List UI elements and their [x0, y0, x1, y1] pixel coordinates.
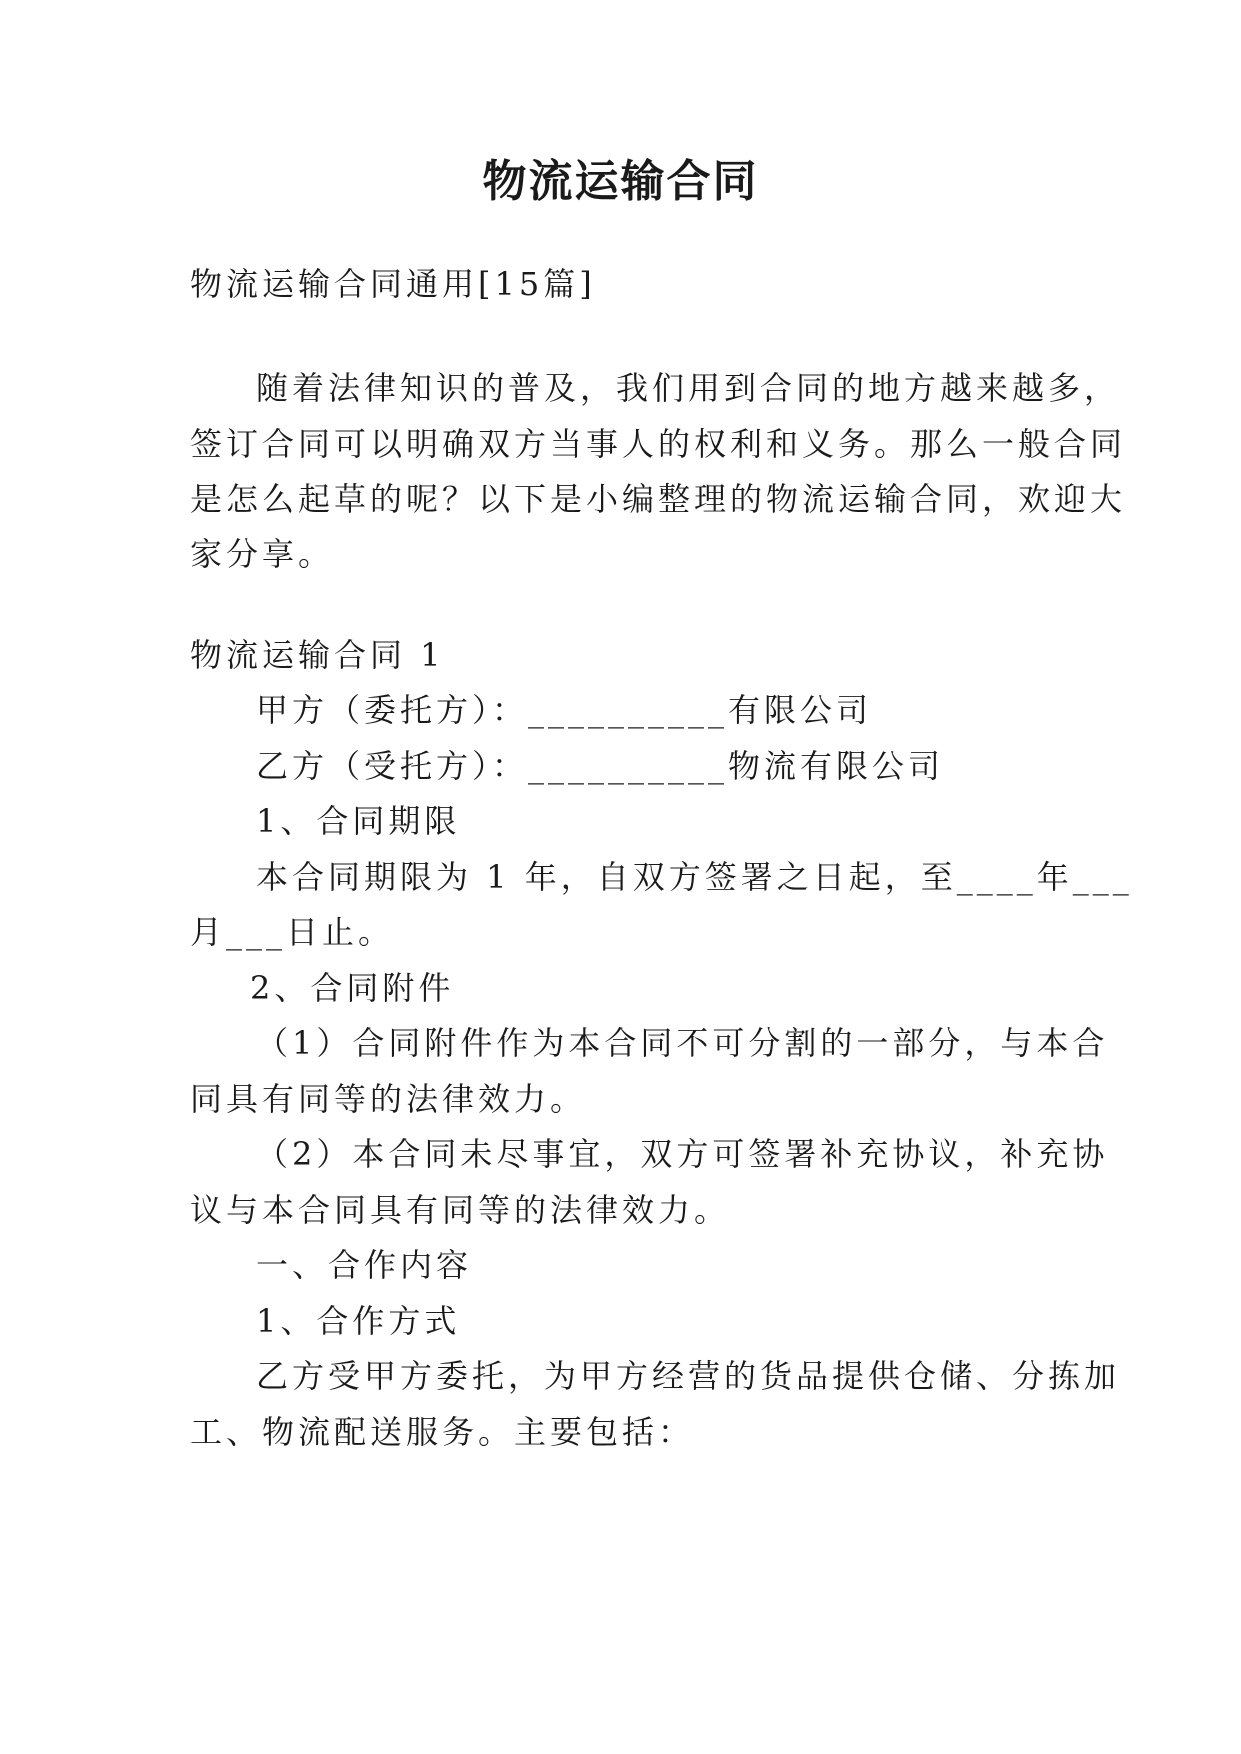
clause1-text-line-2: 月___日止。: [190, 913, 395, 951]
clause2-item1-line-1: （1）合同附件作为本合同不可分割的一部分，与本合: [256, 1024, 1109, 1062]
intro-line-3: 是怎么起草的呢？以下是小编整理的物流运输合同，欢迎大: [190, 480, 1127, 518]
intro-line-4: 家分享。: [190, 535, 335, 573]
clause1-heading: 1、合同期限: [256, 802, 461, 840]
document-title: 物流运输合同: [482, 156, 759, 207]
part1-text-line-1: 乙方受甲方委托，为甲方经营的货品提供仓储、分拣加: [256, 1357, 1121, 1395]
intro-line-1: 随着法律知识的普及，我们用到合同的地方越来越多，: [256, 369, 1121, 407]
intro-line-2: 签订合同可以明确双方当事人的权利和义务。那么一般合同: [190, 425, 1127, 463]
section-heading: 物流运输合同 1: [190, 636, 445, 674]
part1-heading: 一、合作内容: [256, 1246, 473, 1284]
clause2-heading: 2、合同附件: [250, 969, 455, 1007]
part1-text-line-2: 工、物流配送服务。主要包括：: [190, 1413, 695, 1451]
clause2-item1-line-2: 同具有同等的法律效力。: [190, 1080, 587, 1118]
party-b: 乙方（受托方）：__________物流有限公司: [256, 747, 945, 785]
clause2-item2-line-2: 议与本合同具有同等的法律效力。: [190, 1191, 731, 1229]
part1-sub-heading: 1、合作方式: [256, 1302, 461, 1340]
party-a: 甲方（委托方）：__________有限公司: [256, 691, 873, 729]
clause2-item2-line-1: （2）本合同未尽事宜，双方可签署补充协议，补充协: [256, 1135, 1109, 1173]
document-subtitle: 物流运输合同通用[15篇]: [190, 265, 596, 303]
clause1-text-line-1: 本合同期限为 1 年，自双方签署之日起，至____年___: [256, 858, 1133, 896]
